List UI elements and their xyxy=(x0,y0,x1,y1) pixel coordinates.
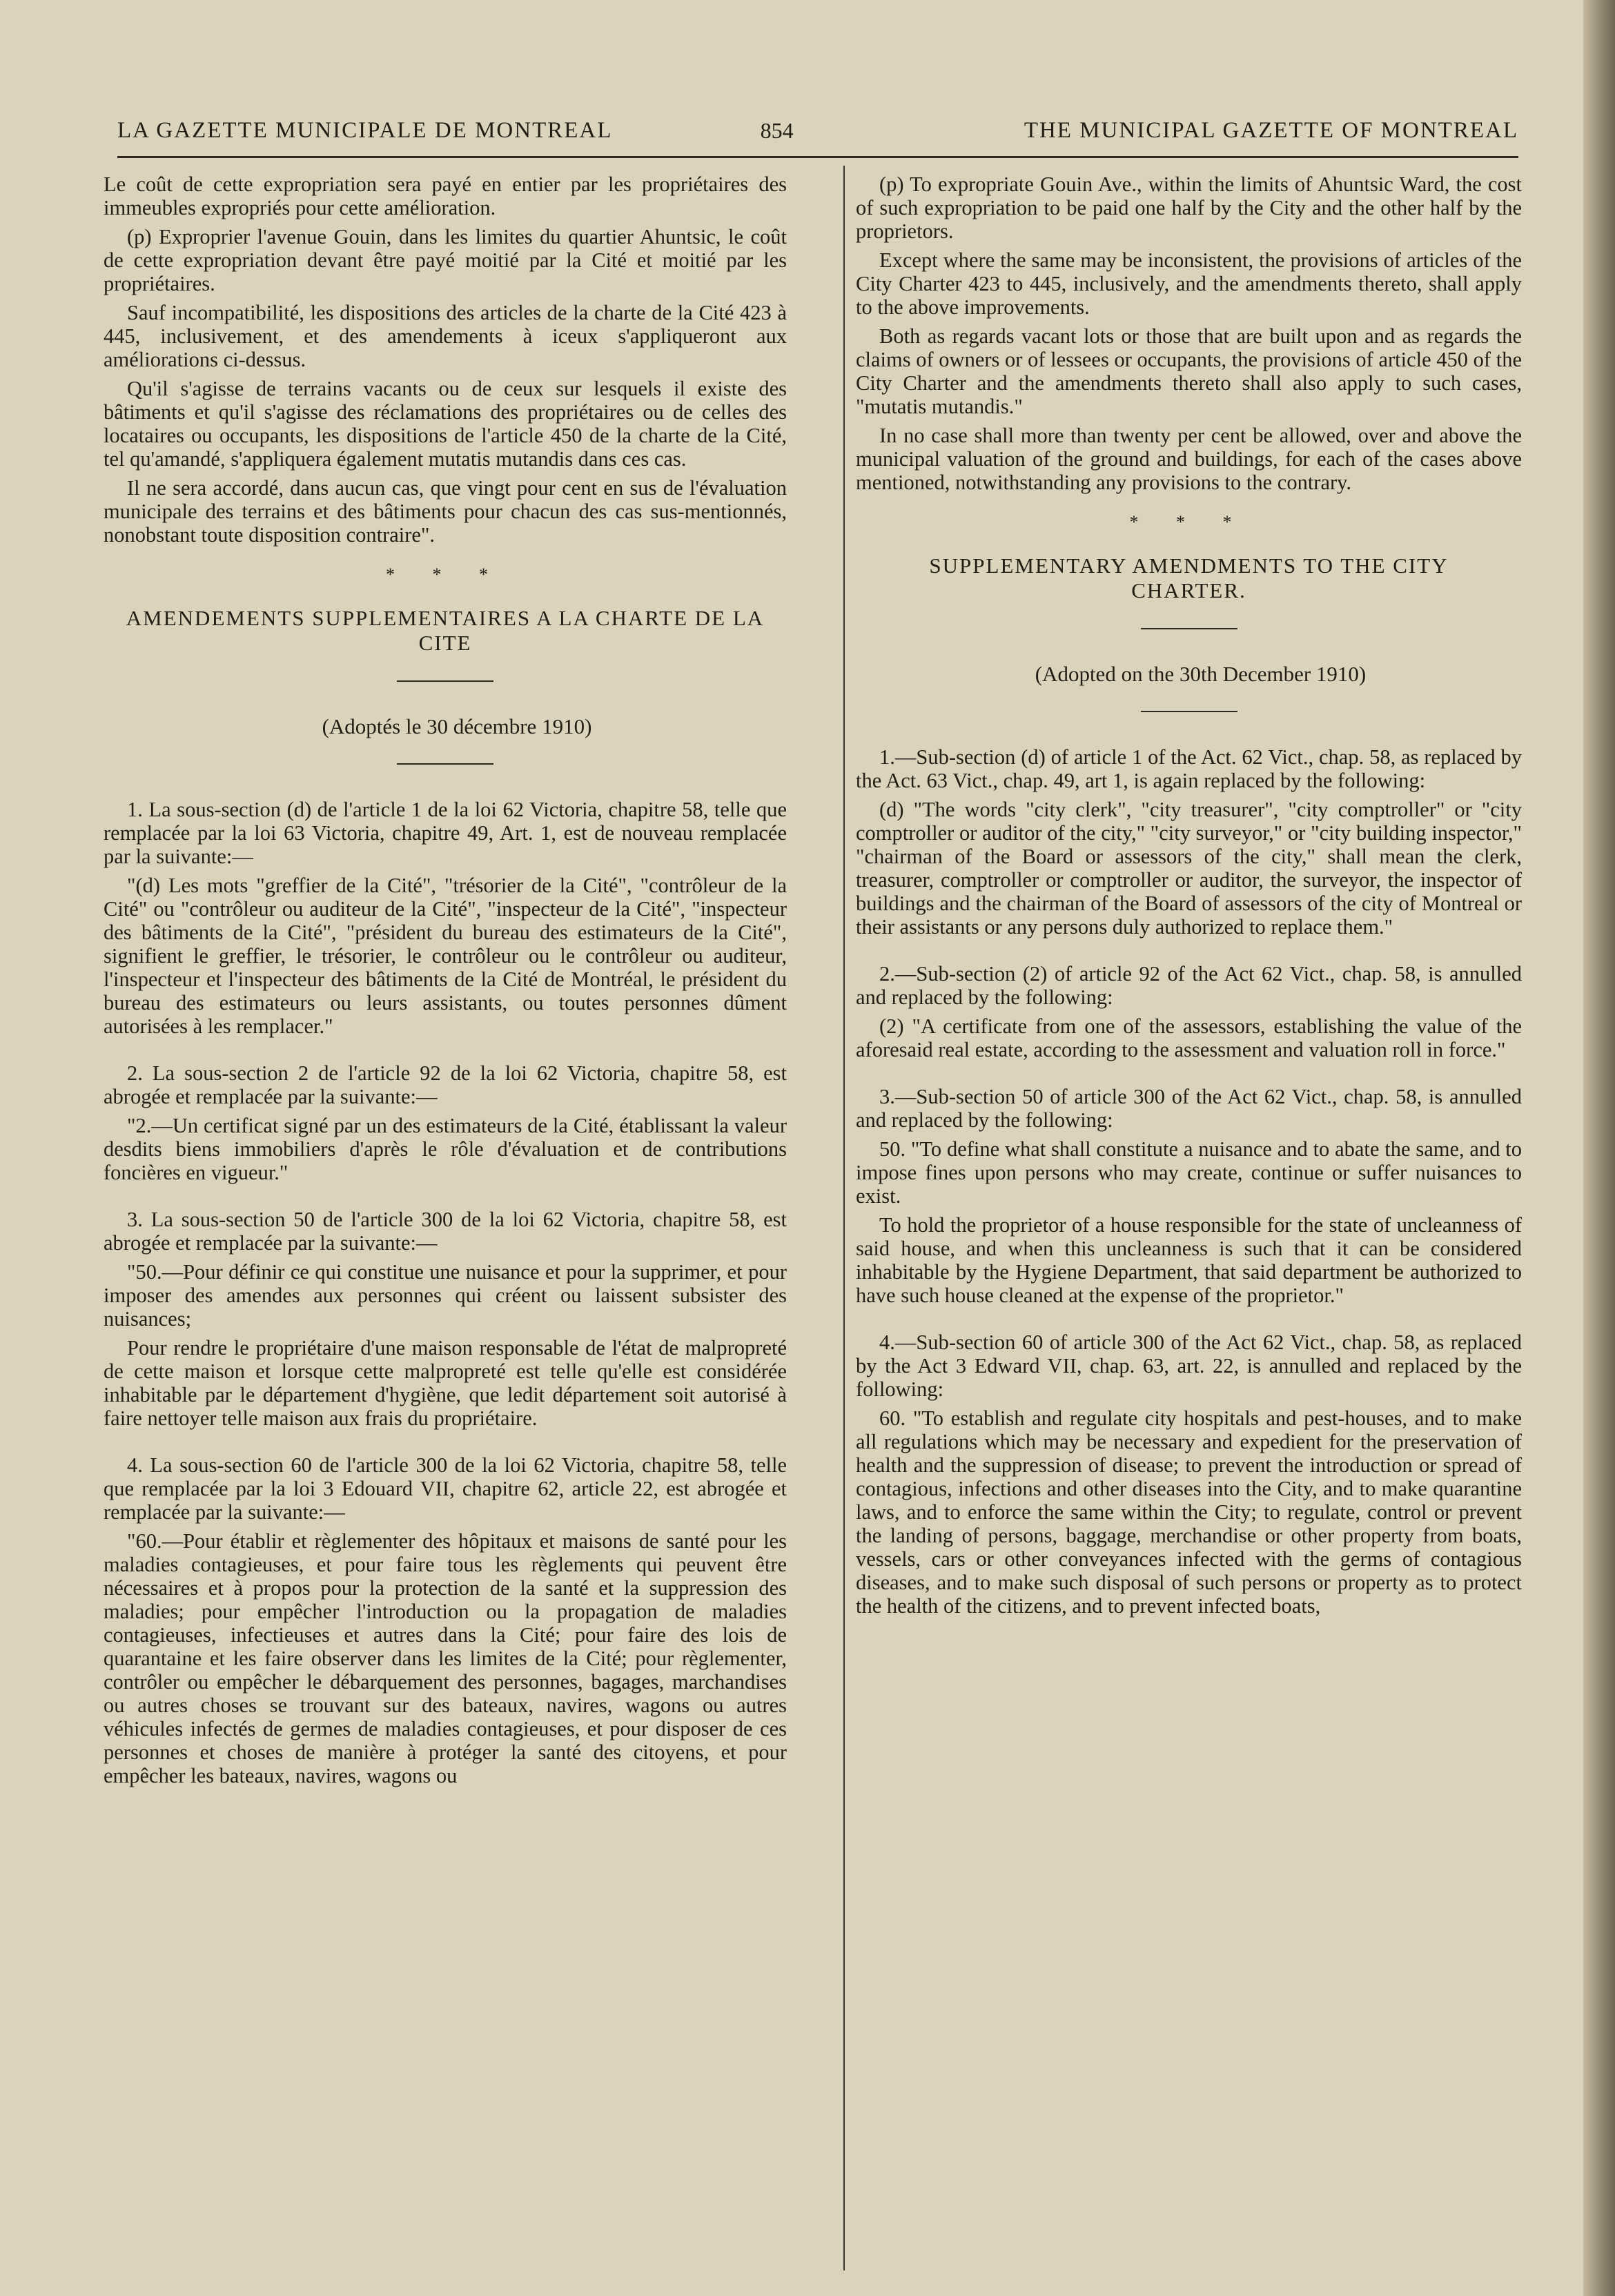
section-4-heading: 4. La sous-section 60 de l'article 300 de la loi 62 Victoria, chapitre 58, telle que remplacée par la loi 3 Edouard VII, chapitre 62, article 22, est abrogée et remplacée par la suivante:— xyxy=(104,1453,787,1524)
section-title: AMENDEMENTS SUPPLEMENTAIRES A LA CHARTE DE LA CITE xyxy=(126,606,765,655)
section-3-heading: 3.—Sub-section 50 of article 300 of the Act 62 Vict., chap. 58, is annulled and replaced by the following: xyxy=(856,1085,1522,1132)
english-column xyxy=(856,173,1522,1623)
short-rule xyxy=(397,680,493,682)
paragraph: Qu'il s'agisse de terrains vacants ou de ceux sur lesquels il existe des bâtiments et qu'il s'agisse des réclamations des propriétaires ou de celles des locataires ou occupants, les dispositions de l'article 450 de la charte de la Cité, tel qu'amandé, s'appliquera également mutatis mutandis dans ces cas. xyxy=(104,377,787,471)
section-2-heading: 2. La sous-section 2 de l'article 92 de la loi 62 Victoria, chapitre 58, est abrogée et remplacée par la suivante:— xyxy=(104,1061,787,1108)
paragraph: (p) Exproprier l'avenue Gouin, dans les limites du quartier Ahuntsic, le coût de cette expropriation devant être payé moitié par la Cité et moitié par les propriétaires. xyxy=(104,225,787,295)
section-2-text: "2.—Un certificat signé par un des estimateurs de la Cité, établissant la valeur desdits biens immobiliers d'après le rôle d'évaluation et de contributions foncières en vigueur." xyxy=(104,1114,787,1184)
section-3-text: Pour rendre le propriétaire d'une maison responsable de l'état de malpropreté de cette maison et lorsque cette malpropreté est telle qu'elle est considérée inhabitable par le département d'hygiène, que ledit département soit autorisé à faire nettoyer telle maison aux frais du propriétaire. xyxy=(104,1336,787,1430)
paragraph: Le coût de cette expropriation sera payé en entier par les propriétaires des immeubles expropriés pour cette amélioration. xyxy=(104,173,787,219)
paragraph: Sauf incompatibilité, les dispositions des articles de la charte de la Cité 423 à 445, inclusivement, et des amendements à iceux s'appliqueront aux améliorations ci-dessus. xyxy=(104,301,787,371)
page-binding-edge xyxy=(1583,0,1615,2296)
section-separator-stars: * * * xyxy=(386,565,505,585)
section-3-text: 50. "To define what shall constitute a nuisance and to abate the same, and to impose fines upon persons who may create, continue or suffer nuisances to exist. xyxy=(856,1137,1522,1208)
paragraph: In no case shall more than twenty per cent be allowed, over and above the municipal valuation of the ground and buildings, for each of the cases above mentioned, notwithstanding any provisions to the contrary. xyxy=(856,424,1522,494)
section-3-text: To hold the proprietor of a house responsible for the state of uncleanness of said house, and when this uncleanness is such that it can be considered inhabitable by the Hygiene Department, that said department be authorized to have such house cleaned at the expense of the proprietor." xyxy=(856,1213,1522,1307)
section-3-text: "50.—Pour définir ce qui constitue une nuisance et pour la supprimer, et pour imposer des amendes aux personnes qui créent ou laissent subsister des nuisances; xyxy=(104,1260,787,1331)
header-english-title: THE MUNICIPAL GAZETTE OF MONTREAL xyxy=(1024,118,1518,143)
section-1-heading: 1.—Sub-section (d) of article 1 of the Act. 62 Vict., chap. 58, as replaced by the Act. 63 Vict., chap. 49, art 1, is again replaced by the following: xyxy=(856,745,1522,792)
paragraph: Both as regards vacant lots or those that are built upon and as regards the claims of owners or of lessees or occupants, the provisions of article 450 of the City Charter and the amendments thereto shall also apply to such cases, "mutatis mutandis." xyxy=(856,324,1522,418)
paragraph: (p) To expropriate Gouin Ave., within the limits of Ahuntsic Ward, the cost of such expropriation to be paid one half by the City and the other half by the proprietors. xyxy=(856,173,1522,243)
short-rule xyxy=(397,763,493,765)
header-french-title: LA GAZETTE MUNICIPALE DE MONTREAL xyxy=(117,118,613,143)
paragraph: Il ne sera accordé, dans aucun cas, que vingt pour cent en sus de l'évaluation municipale des terrains et des bâtiments pour chacun des cas sus-mentionnés, nonobstant toute disposition contraire". xyxy=(104,476,787,547)
french-column xyxy=(104,173,787,1793)
section-4-text: "60.—Pour établir et règlementer des hôpitaux et maisons de santé pour les maladies contagieuses, et pour faire tous les règlements qui peuvent être nécessaires et à propos pour la protection de la santé et la suppression des maladies; pour empêcher l'introduction ou la propagation de maladies contagieuses, infectieuses et autres dans la Cité; pour faire des lois de quarantaine et les faire observer dans les limites de la Cité; pour règlementer, contrôler ou empêcher le débarquement des personnes, bagages, marchandises ou autres choses se trouvant sur des bateaux, navires, wagons ou autres véhicules infectés de germes de maladies contagieuses, et pour disposer de ces personnes et choses de manière à protéger la santé des citoyens, et pour empêcher les bateaux, navires, wagons ou xyxy=(104,1529,787,1787)
section-1-text: (d) "The words "city clerk", "city treasurer", "city comptroller" or "city comptroller or auditor of the city," "city surveyor," or "city building inspector," "chairman of the Board or assessors of the city," shall mean the clerk, treasurer, comptroller or comptroller or auditor, the surveyor, the inspector of buildings and the chairman of the Board of assessors of the city of Montreal or their assistants or any persons duly authorized to replace them." xyxy=(856,798,1522,939)
adoption-date: (Adopted on the 30th December 1910) xyxy=(1035,662,1367,686)
section-3-heading: 3. La sous-section 50 de l'article 300 de la loi 62 Victoria, chapitre 58, est abrogée et remplacée par la suivante:— xyxy=(104,1208,787,1255)
short-rule xyxy=(1141,711,1237,712)
section-title: SUPPLEMENTARY AMENDMENTS TO THE CITY CHARTER. xyxy=(929,553,1449,602)
page-header xyxy=(117,102,1518,144)
column-divider xyxy=(843,166,845,2270)
adoption-date: (Adoptés le 30 décembre 1910) xyxy=(322,714,592,738)
page-number: 854 xyxy=(760,118,794,143)
section-2-text: (2) "A certificate from one of the assessors, establishing the value of the aforesaid real estate, according to the assessment and valuation roll in force." xyxy=(856,1014,1522,1061)
short-rule xyxy=(1141,628,1237,629)
section-4-heading: 4.—Sub-section 60 of article 300 of the Act 62 Vict., chap. 58, as replaced by the Act 3 Edward VII, chap. 63, art. 22, is annulled and replaced by the following: xyxy=(856,1331,1522,1401)
paragraph: Except where the same may be inconsistent, the provisions of articles of the City Charter 423 to 445, inclusively, and the amendments thereto, shall apply to the above improvements. xyxy=(856,248,1522,319)
section-4-text: 60. "To establish and regulate city hospitals and pest-houses, and to make all regulations which may be necessary and expedient for the preservation of health and the suppression of disease; to prevent the introduction or spread of contagious, infections and other diseases into the City, and to make quarantine laws, and to enforce the same within the City; to regulate, control or prevent the landing of persons, baggage, merchandise or other property from boats, vessels, cars or other conveyances infected with the germs of contagious diseases, and to make such disposal of such persons or property as to protect the health of the citizens, and to prevent infected boats, xyxy=(856,1406,1522,1618)
header-rule xyxy=(117,156,1518,158)
section-1-text: "(d) Les mots "greffier de la Cité", "trésorier de la Cité", "contrôleur de la Cité" ou "contrôleur ou auditeur de la Cité", "inspecteur de la Cité", "inspecteur des bâtiments de la Cité", "président du bureau des estimateurs de la Cité", signifient le greffier, le trésorier, le contrôleur ou le contrôleur ou auditeur, l'inspecteur et l'inspecteur des bâtiments de la Cité de Montréal, le président du bureau des estimateurs ou leurs assistants, ou toutes personnes dûment autorisées à les remplacer." xyxy=(104,874,787,1038)
section-2-heading: 2.—Sub-section (2) of article 92 of the Act 62 Vict., chap. 58, is annulled and replaced by the following: xyxy=(856,962,1522,1009)
section-separator-stars: * * * xyxy=(1129,512,1249,532)
section-1-heading: 1. La sous-section (d) de l'article 1 de la loi 62 Victoria, chapitre 58, telle que remplacée par la loi 63 Victoria, chapitre 49, Art. 1, est de nouveau remplacée par la suivante:— xyxy=(104,798,787,868)
